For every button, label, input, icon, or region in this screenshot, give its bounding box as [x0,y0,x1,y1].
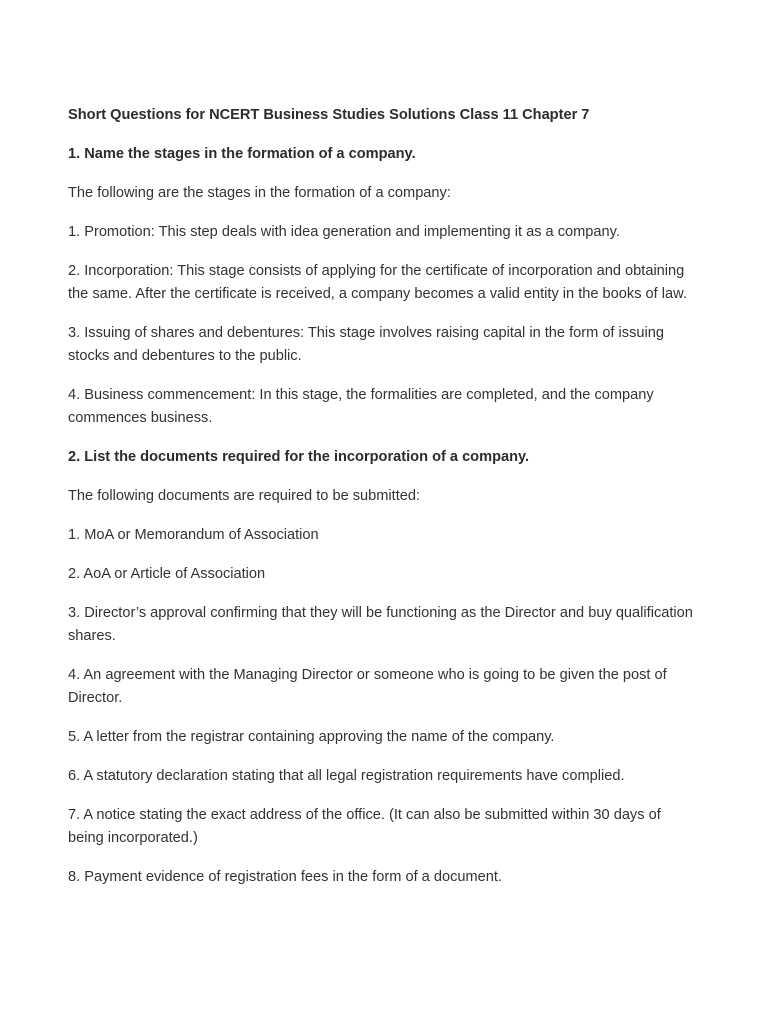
question-2: 2. List the documents required for the incorporation of a company. [68,449,530,465]
answer-1-item: 3. Issuing of shares and debentures: This stage involves raising capital in the form of issuing stocks and debentures to the public. [68,325,664,364]
question-1: 1. Name the stages in the formation of a company. [68,146,416,162]
answer-2-item: 8. Payment evidence of registration fees in the form of a document. [68,869,502,885]
document-title: Short Questions for NCERT Business Studies Solutions Class 11 Chapter 7 [68,107,590,123]
answer-1-item: 1. Promotion: This step deals with idea generation and implementing it as a company. [68,224,620,240]
document-page [68,104,698,905]
answer-2-item: 2. AoA or Article of Association [68,566,266,582]
answer-1-item: 2. Incorporation: This stage consists of applying for the certificate of incorporation and obtaining the same. After the certificate is received, a company becomes a valid entity in the books of law. [68,263,687,302]
answer-2-item: 5. A letter from the registrar containing approving the name of the company. [68,729,555,745]
answer-2-item: 3. Director’s approval confirming that they will be functioning as the Director and buy qualification shares. [68,605,693,644]
answer-1-item: 4. Business commencement: In this stage, the formalities are completed, and the company commences business. [68,387,654,426]
answer-2-item: 4. An agreement with the Managing Director or someone who is going to be given the post of Director. [68,667,667,706]
answer-2-item: 6. A statutory declaration stating that all legal registration requirements have complied. [68,768,625,784]
question-2-intro: The following documents are required to be submitted: [68,488,421,504]
question-1-intro: The following are the stages in the formation of a company: [68,185,451,201]
answer-2-item: 7. A notice stating the exact address of the office. (It can also be submitted within 30 days of being incorporated.) [68,807,661,846]
answer-2-item: 1. MoA or Memorandum of Association [68,527,319,543]
